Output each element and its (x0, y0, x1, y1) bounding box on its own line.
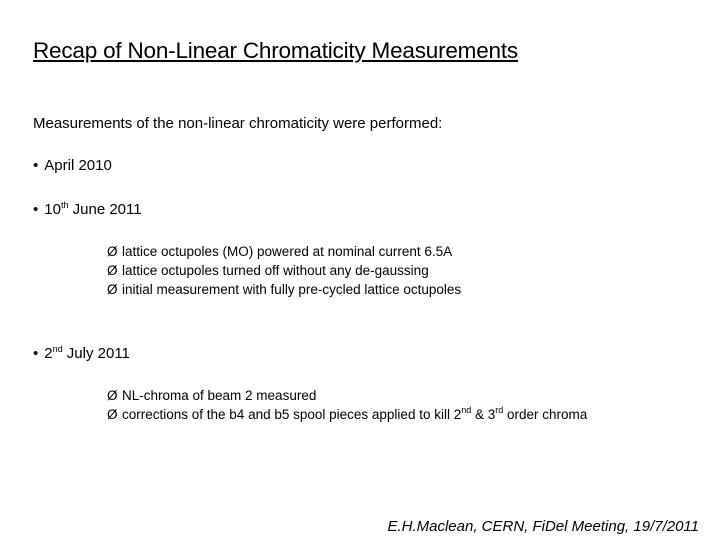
footer-citation: E.H.Maclean, CERN, FiDel Meeting, 19/7/2011 (387, 518, 699, 535)
bullet-dot: • (33, 157, 39, 174)
sub-item-text-mid: & 3 (471, 407, 496, 422)
bullet-text-post: July 2011 (62, 345, 130, 362)
slide-title: Recap of Non-Linear Chromaticity Measurements (33, 38, 518, 63)
bullet-july-2011 (33, 345, 130, 362)
arrow-icon: Ø (107, 282, 118, 297)
sub-item-text: lattice octupoles (MO) powered at nominal current 6.5A (122, 244, 453, 259)
bullet-text-sup: nd (52, 344, 63, 354)
arrow-icon: Ø (107, 388, 118, 403)
bullet-dot: • (33, 345, 39, 362)
sub-item-text: lattice octupoles turned off without any de-gaussing (122, 263, 429, 278)
june-sub-item-2 (107, 262, 429, 280)
sub-item-sup-2: rd (495, 405, 504, 415)
june-sub-item-3 (107, 281, 461, 299)
july-sub-item-2 (107, 406, 587, 424)
bullet-text-post: June 2011 (68, 201, 142, 218)
bullet-text: April 2010 (44, 157, 112, 174)
arrow-icon: Ø (107, 244, 118, 259)
arrow-icon: Ø (107, 407, 118, 422)
sub-item-sup-1: nd (461, 405, 472, 415)
bullet-text-pre: 2 (44, 345, 53, 362)
bullet-june-2011 (33, 201, 142, 218)
bullet-dot: • (33, 201, 39, 218)
intro-text: Measurements of the non-linear chromaticity were performed: (33, 115, 443, 132)
july-sub-item-1 (107, 387, 316, 405)
sub-item-text: NL-chroma of beam 2 measured (122, 388, 317, 403)
sub-item-text: initial measurement with fully pre-cycled lattice octupoles (122, 282, 462, 297)
june-sub-item-1 (107, 243, 452, 261)
bullet-text-sup: th (60, 200, 69, 210)
arrow-icon: Ø (107, 263, 118, 278)
bullet-text-pre: 10 (44, 201, 61, 218)
sub-item-text-post: order chroma (503, 407, 588, 422)
sub-item-text-pre: corrections of the b4 and b5 spool pieces applied to kill 2 (122, 407, 462, 422)
bullet-april-2010 (33, 157, 112, 174)
